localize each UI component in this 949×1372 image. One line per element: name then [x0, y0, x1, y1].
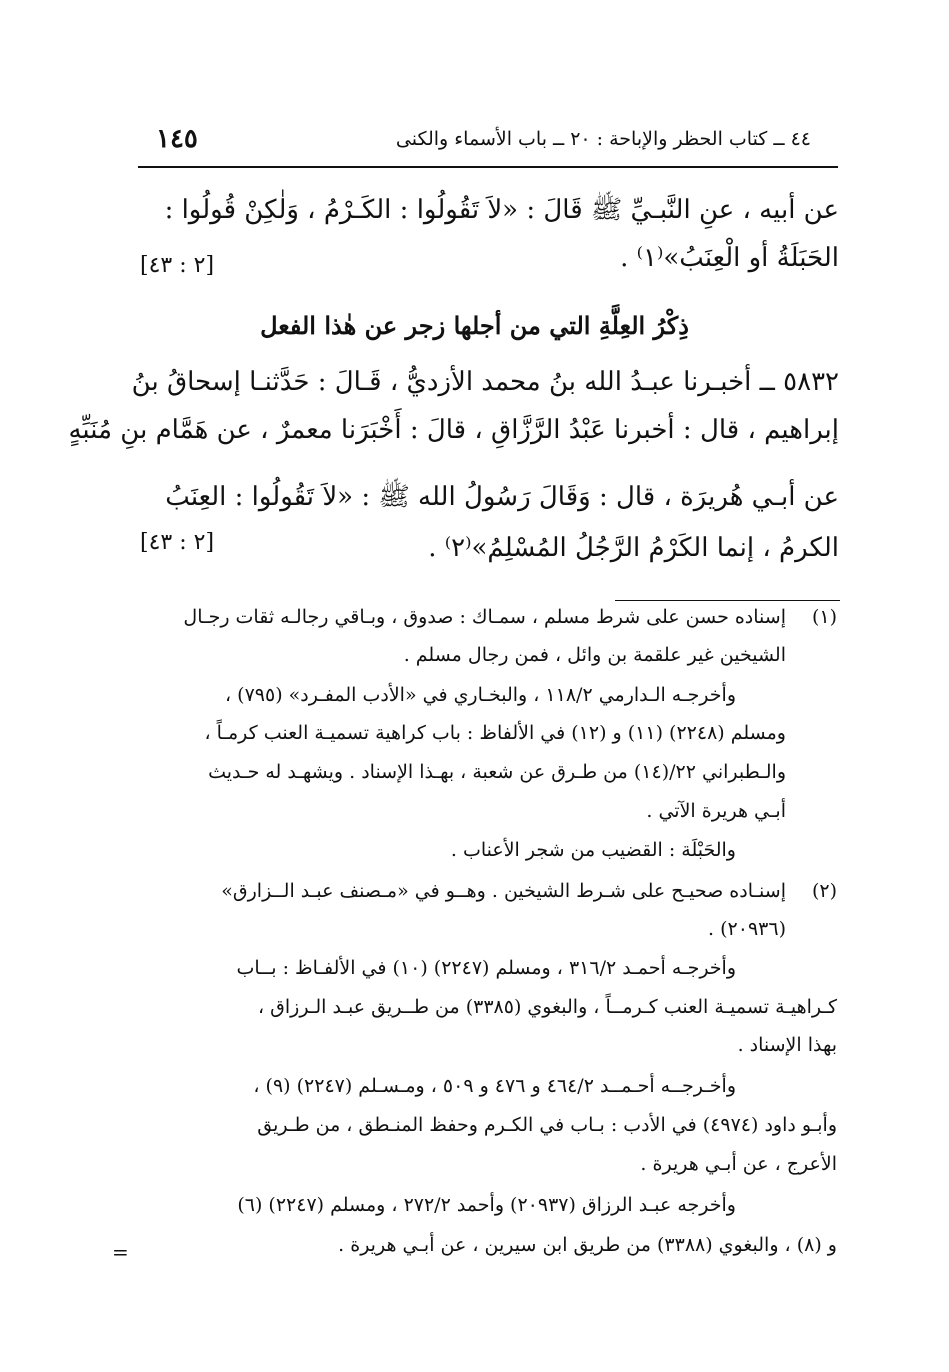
hadith-text-line: الحَبَلَةُ أو الْعِنَبُ»⁽١⁾ .	[620, 243, 839, 273]
footnote-line: أبـي هريرة الآتي .	[646, 800, 786, 822]
footnote-separator	[615, 600, 840, 601]
footnote-line: بهذا الإسناد .	[737, 1034, 837, 1056]
footnote-line: والـطبراني ٢٢/(١٤) من طـرق عن شعبة ، بهـذا الإسناد . ويشهـد له حـديث	[208, 761, 786, 783]
footnote-line: وأخـرجــه أحـمــد ٤٦٤/٢ و ٤٧٦ و ٥٠٩ ، ومـسـلم (٢٢٤٧) (٩) ،	[253, 1075, 736, 1097]
hadith-text-line: عن أبـي هُريرَة ، قال : وَقَالَ رَسُولُ الله ﷺ : «لاَ تَقُولُوا : العِنَبُ	[165, 482, 839, 512]
footnote-line: وأبـو داود (٤٩٧٤) في الأدب : بـاب في الكـرم وحفظ المنـطق ، من طـريق	[257, 1114, 837, 1136]
header-rule	[138, 166, 838, 168]
footnote-line: والحَبْلَة : القضيب من شجر الأعناب .	[450, 839, 736, 861]
continuation-mark: =	[112, 1240, 129, 1264]
volume-reference: [٢ : ٤٣]	[140, 530, 215, 555]
footnote-marker: (٢)	[811, 880, 837, 902]
footnote-line: وأخرجه عبـد الرزاق (٢٠٩٣٧) وأحمد ٢٧٢/٢ ، ومسلم (٢٢٤٧) (٦)	[237, 1194, 736, 1216]
isnad-line: ٥٨٣٢ ــ أخبـرنا عبـدُ الله بنُ محمد الأزديُّ ، قَـالَ : حَدَّثنـا إسحاقُ بنُ	[131, 367, 839, 397]
page-number: ١٤٥	[156, 124, 198, 154]
footnote-line: وأخرجـه الـدارمي ١١٨/٢ ، والبخـاري في «الأدب المفـرد» (٧٩٥) ،	[224, 684, 736, 706]
footnote-line: وأخرجـه أحمـد ٣١٦/٢ ، ومسلم (٢٢٤٧) (١٠) في الألفـاظ : بــاب	[236, 957, 736, 979]
footnote-line: الشيخين غير علقمة بن وائل ، فمن رجال مسلم .	[403, 644, 786, 666]
chapter-heading: ذِكْرُ العِلَّةِ التي من أجلها زجر عن هٰذا الفعل	[260, 311, 689, 340]
footnote-line: إسناده حسن على شرط مسلم ، سمـاك : صدوق ، وبـاقي رجالـه ثقات رجـال	[183, 606, 786, 628]
footnote-marker: (١)	[811, 606, 837, 628]
volume-reference: [٢ : ٤٣]	[140, 253, 215, 278]
footnote-line: ومسلم (٢٢٤٨) (١١) و (١٢) في الألفاظ : باب كراهية تسميـة العنب كرمـاً ،	[204, 722, 786, 744]
footnote-line: الأعرج ، عن أبـي هريرة .	[640, 1153, 837, 1175]
footnote-line: و (٨) ، والبغوي (٣٣٨٨) من طريق ابن سيرين ، عن أبـي هريرة .	[338, 1234, 837, 1256]
running-header	[138, 124, 811, 168]
hadith-text-line: عن أبيه ، عنِ النَّبـيِّ ﷺ قَالَ : «لاَ تَقُولُوا : الكَـرْمُ ، وَلٰكِنْ قُولُوا :	[164, 195, 839, 225]
running-title: ٤٤ ــ كتاب الحظر والإباحة : ٢٠ ــ باب الأسماء والكنى	[395, 128, 811, 150]
footnote-line: إسنـاده صحيـح على شـرط الشيخين . وهــو في «مـصنف عبـد الــزارق»	[221, 880, 786, 902]
footnote-line: كـراهيـة تسميـة العنب كـرمــاً ، والبغوي (٣٣٨٥) من طــريق عبـد الـرزاق ،	[257, 996, 837, 1018]
isnad-line: إبراهيم ، قال : أخبرنا عَبْدُ الرَّزَّاقِ ، قالَ : أَخْبَرَنا معمرٌ ، عن هَمَّام بنِ مُنَبِّهٍ	[68, 415, 839, 445]
footnote-line: (٢٠٩٣٦) .	[708, 918, 786, 940]
hadith-text-line: الكرمُ ، إنما الكَرْمُ الرَّجُلُ المُسْلِمُ»⁽٢⁾ .	[428, 533, 839, 563]
